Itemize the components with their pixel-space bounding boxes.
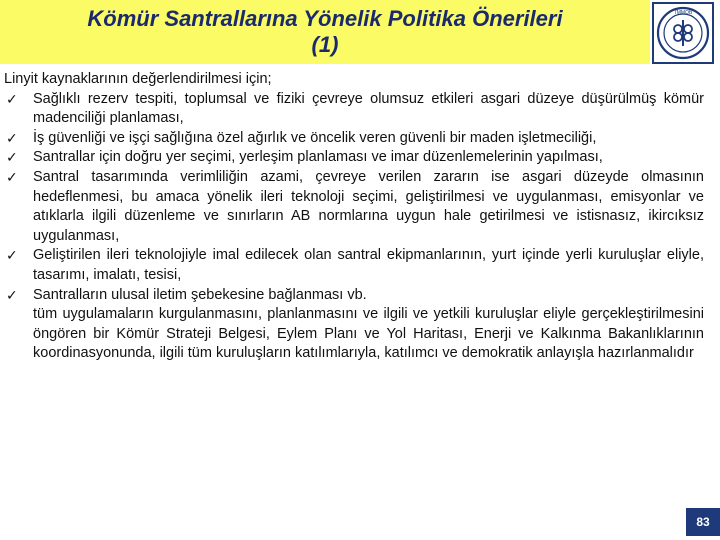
list-item-text: Sağlıklı rezerv tespiti, toplumsal ve fiziki çevreye olumsuz etkileri asgari düzeye düşürülmüş kömür madenciliği planlaması, bbox=[33, 90, 704, 127]
list-item bbox=[4, 90, 704, 129]
intro-text: Linyit kaynaklarının değerlendirilmesi için; bbox=[4, 71, 272, 87]
logo-text: TMMOB bbox=[673, 10, 693, 16]
checkmark-icon: ✓ bbox=[6, 90, 18, 107]
list-item bbox=[4, 148, 704, 168]
checkmark-icon: ✓ bbox=[6, 129, 18, 146]
closing-paragraph: tüm uygulamaların kurgulanmasını, planlanmasını ve ilgili ve yetkili kuruluşlar eliyle gerçekleştirilmesini öngören bir Kömür Strateji Belgesi, Eylem Planı ve Yol Haritası, Enerji ve Kalkınma Bakanlıklarının koordinasyonunda, ilgili tüm kuruluşların katılımlarıyla, katılımcı ve demokratik anlayışla hazırlanmalıdır bbox=[33, 306, 704, 362]
list-item bbox=[4, 246, 704, 285]
list-item-text: Santral tasarımında verimliliğin azami, çevreye verilen zararın ise asgari düzeyde olmasının hedeflenmesi, bu amaca yönelik ileri teknoloji seçimi, geliştirilmesi ve uygulanması, emisyonlar ve atıklarla ilgili düzenleme ve sınırların AB normlarına uygun hale getirilmesi ve istisnasız, ikircıksız uygulanması, bbox=[33, 168, 704, 244]
list-item-text: Santrallar için doğru yer seçimi, yerleşim planlaması ve imar düzenlemelerinin yapılması, bbox=[33, 149, 603, 166]
title-line-1: Kömür Santrallarına Yönelik Politika Önerileri bbox=[87, 6, 563, 31]
list-item-text: Santralların ulusal iletim şebekesine bağlanması vb. bbox=[33, 286, 367, 303]
checkmark-icon: ✓ bbox=[6, 149, 18, 166]
checkmark-icon: ✓ bbox=[6, 286, 18, 303]
page-title bbox=[0, 6, 650, 58]
list-item-text: Geliştirilen ileri teknolojiyle imal edilecek olan santral ekipmanlarının, yurt içinde yerli kuruluşlar eliyle, tasarımı, imalatı, tesisi, bbox=[33, 247, 704, 283]
title-line-2: (1) bbox=[311, 32, 339, 57]
list-item bbox=[4, 129, 704, 149]
list-item-text: İş güvenliği ve işçi sağlığına özel ağırlık ve öncelik veren güvenli bir maden işletmeciliği, bbox=[33, 129, 597, 146]
emblem-icon bbox=[652, 2, 714, 64]
list-item bbox=[4, 168, 704, 246]
tmmob-logo bbox=[652, 2, 714, 64]
check-list bbox=[4, 90, 704, 306]
slide-content bbox=[4, 70, 704, 364]
checkmark-icon: ✓ bbox=[6, 168, 18, 185]
page-number-badge: 83 bbox=[686, 508, 720, 536]
checkmark-icon: ✓ bbox=[6, 247, 18, 264]
list-item bbox=[4, 286, 704, 306]
